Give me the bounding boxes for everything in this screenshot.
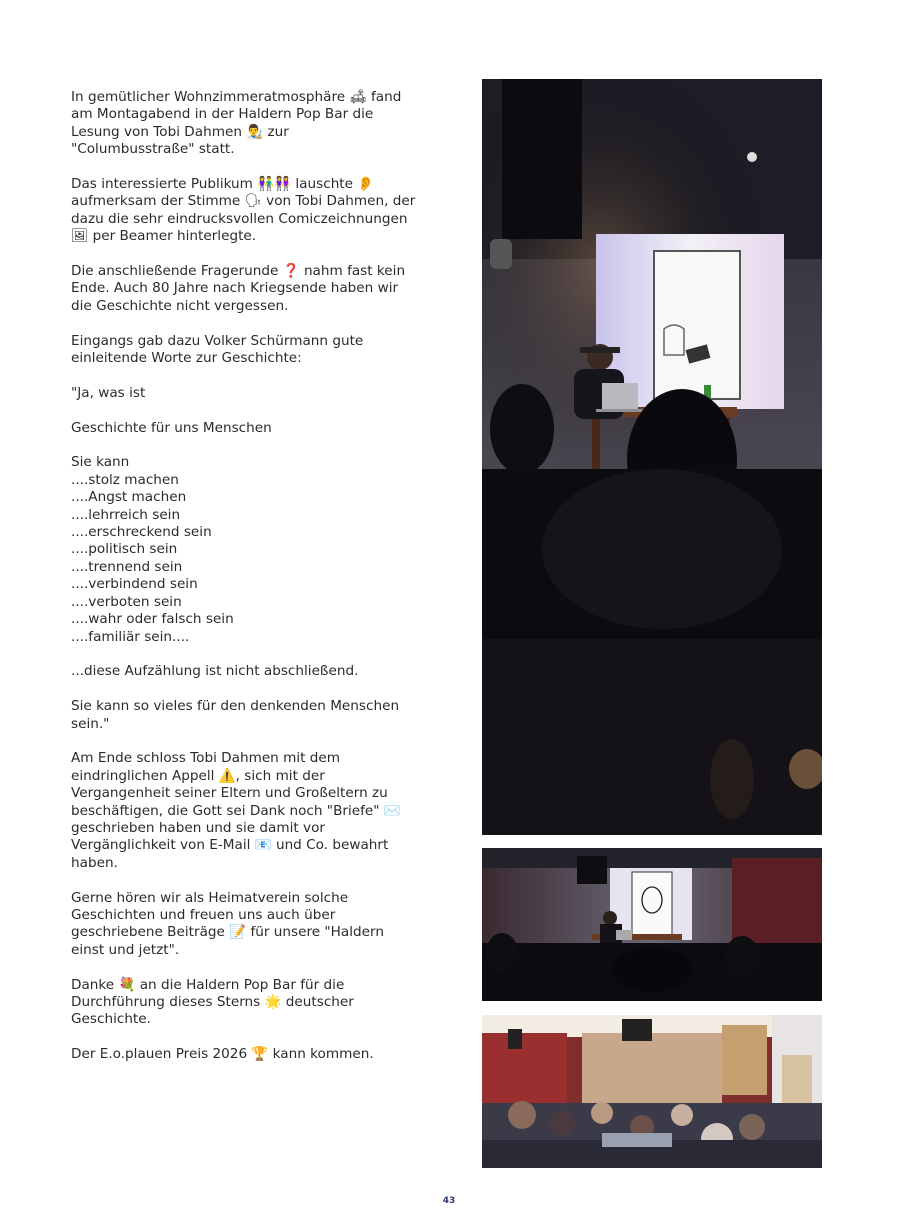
paragraph: Das interessierte Publikum 👫👭 lauschte 👂 aufmerksam der Stimme 🗣 von Tobi Dahmen, der dazu die sehr eindrucksvollen Comiczeichnungen 🖼 per Beamer hinterlegte. [71, 176, 416, 245]
list-item: ....erschreckend sein [71, 524, 212, 541]
paragraph: Eingangs gab dazu Volker Schürmann gute einleitende Worte zur Geschichte: [71, 332, 364, 367]
paragraph: Der E.o.plauen Preis 2026 🏆 kann kommen. [71, 1046, 374, 1063]
paragraph: "Ja, was ist [71, 384, 146, 401]
list-item: ....trennend sein [71, 558, 183, 575]
list-item: ....stolz machen [71, 471, 179, 488]
list-item: ....wahr oder falsch sein [71, 611, 234, 628]
paragraph: ...diese Aufzählung ist nicht abschließend. [71, 663, 359, 680]
list-item: ....lehrreich sein [71, 506, 181, 523]
photo-stage-wide [482, 848, 822, 1001]
paragraph: Danke 💐 an die Haldern Pop Bar für die Durchführung dieses Sterns 🌟 deutscher Geschichte. [71, 976, 354, 1028]
page-number: 43 [442, 1196, 456, 1206]
list-item: ....verboten sein [71, 593, 182, 610]
photo-reading-scene-image [482, 79, 822, 835]
paragraph: In gemütlicher Wohnzimmeratmosphäre 🛋 fand am Montagabend in der Haldern Pop Bar die Lesung von Tobi Dahmen 👨‍🎨 zur "Columbusstraße" statt. [71, 89, 402, 158]
article-text [71, 89, 416, 1081]
list-item: ....verbindend sein [71, 576, 198, 593]
photo-reading-scene [482, 79, 822, 835]
paragraph: Sie kann so vieles für den denkenden Menschen sein." [71, 698, 400, 732]
paragraph: Geschichte für uns Menschen [71, 419, 272, 436]
paragraph: Am Ende schloss Tobi Dahmen mit dem eindringlichen Appell ⚠️, sich mit der Vergangenheit seiner Eltern und Großeltern zu beschäftigen, die Gott sei Dank noch "Briefe" ✉️ geschrieben haben und sie damit vor Vergänglichkeit von E-Mail 📧 und Co. bewahrt haben. [71, 750, 401, 871]
photo-audience-bar-image [482, 1015, 822, 1168]
list-item: ....Angst machen [71, 489, 187, 506]
paragraph: Gerne hören wir als Heimatverein solche Geschichten und freuen uns auch über geschriebene Beiträge 📝 für unsere "Haldern einst und jetzt". [71, 889, 384, 958]
list-item: ....politisch sein [71, 541, 178, 558]
list-intro: Sie kann [71, 454, 130, 471]
quote-list [71, 454, 416, 645]
photo-audience-bar [482, 1015, 822, 1168]
list-item: ....familiär sein.... [71, 628, 190, 645]
photo-stage-wide-image [482, 848, 822, 1001]
paragraph: Die anschließende Fragerunde ❓ nahm fast kein Ende. Auch 80 Jahre nach Kriegsende haben wir die Geschichte nicht vergessen. [71, 263, 406, 314]
